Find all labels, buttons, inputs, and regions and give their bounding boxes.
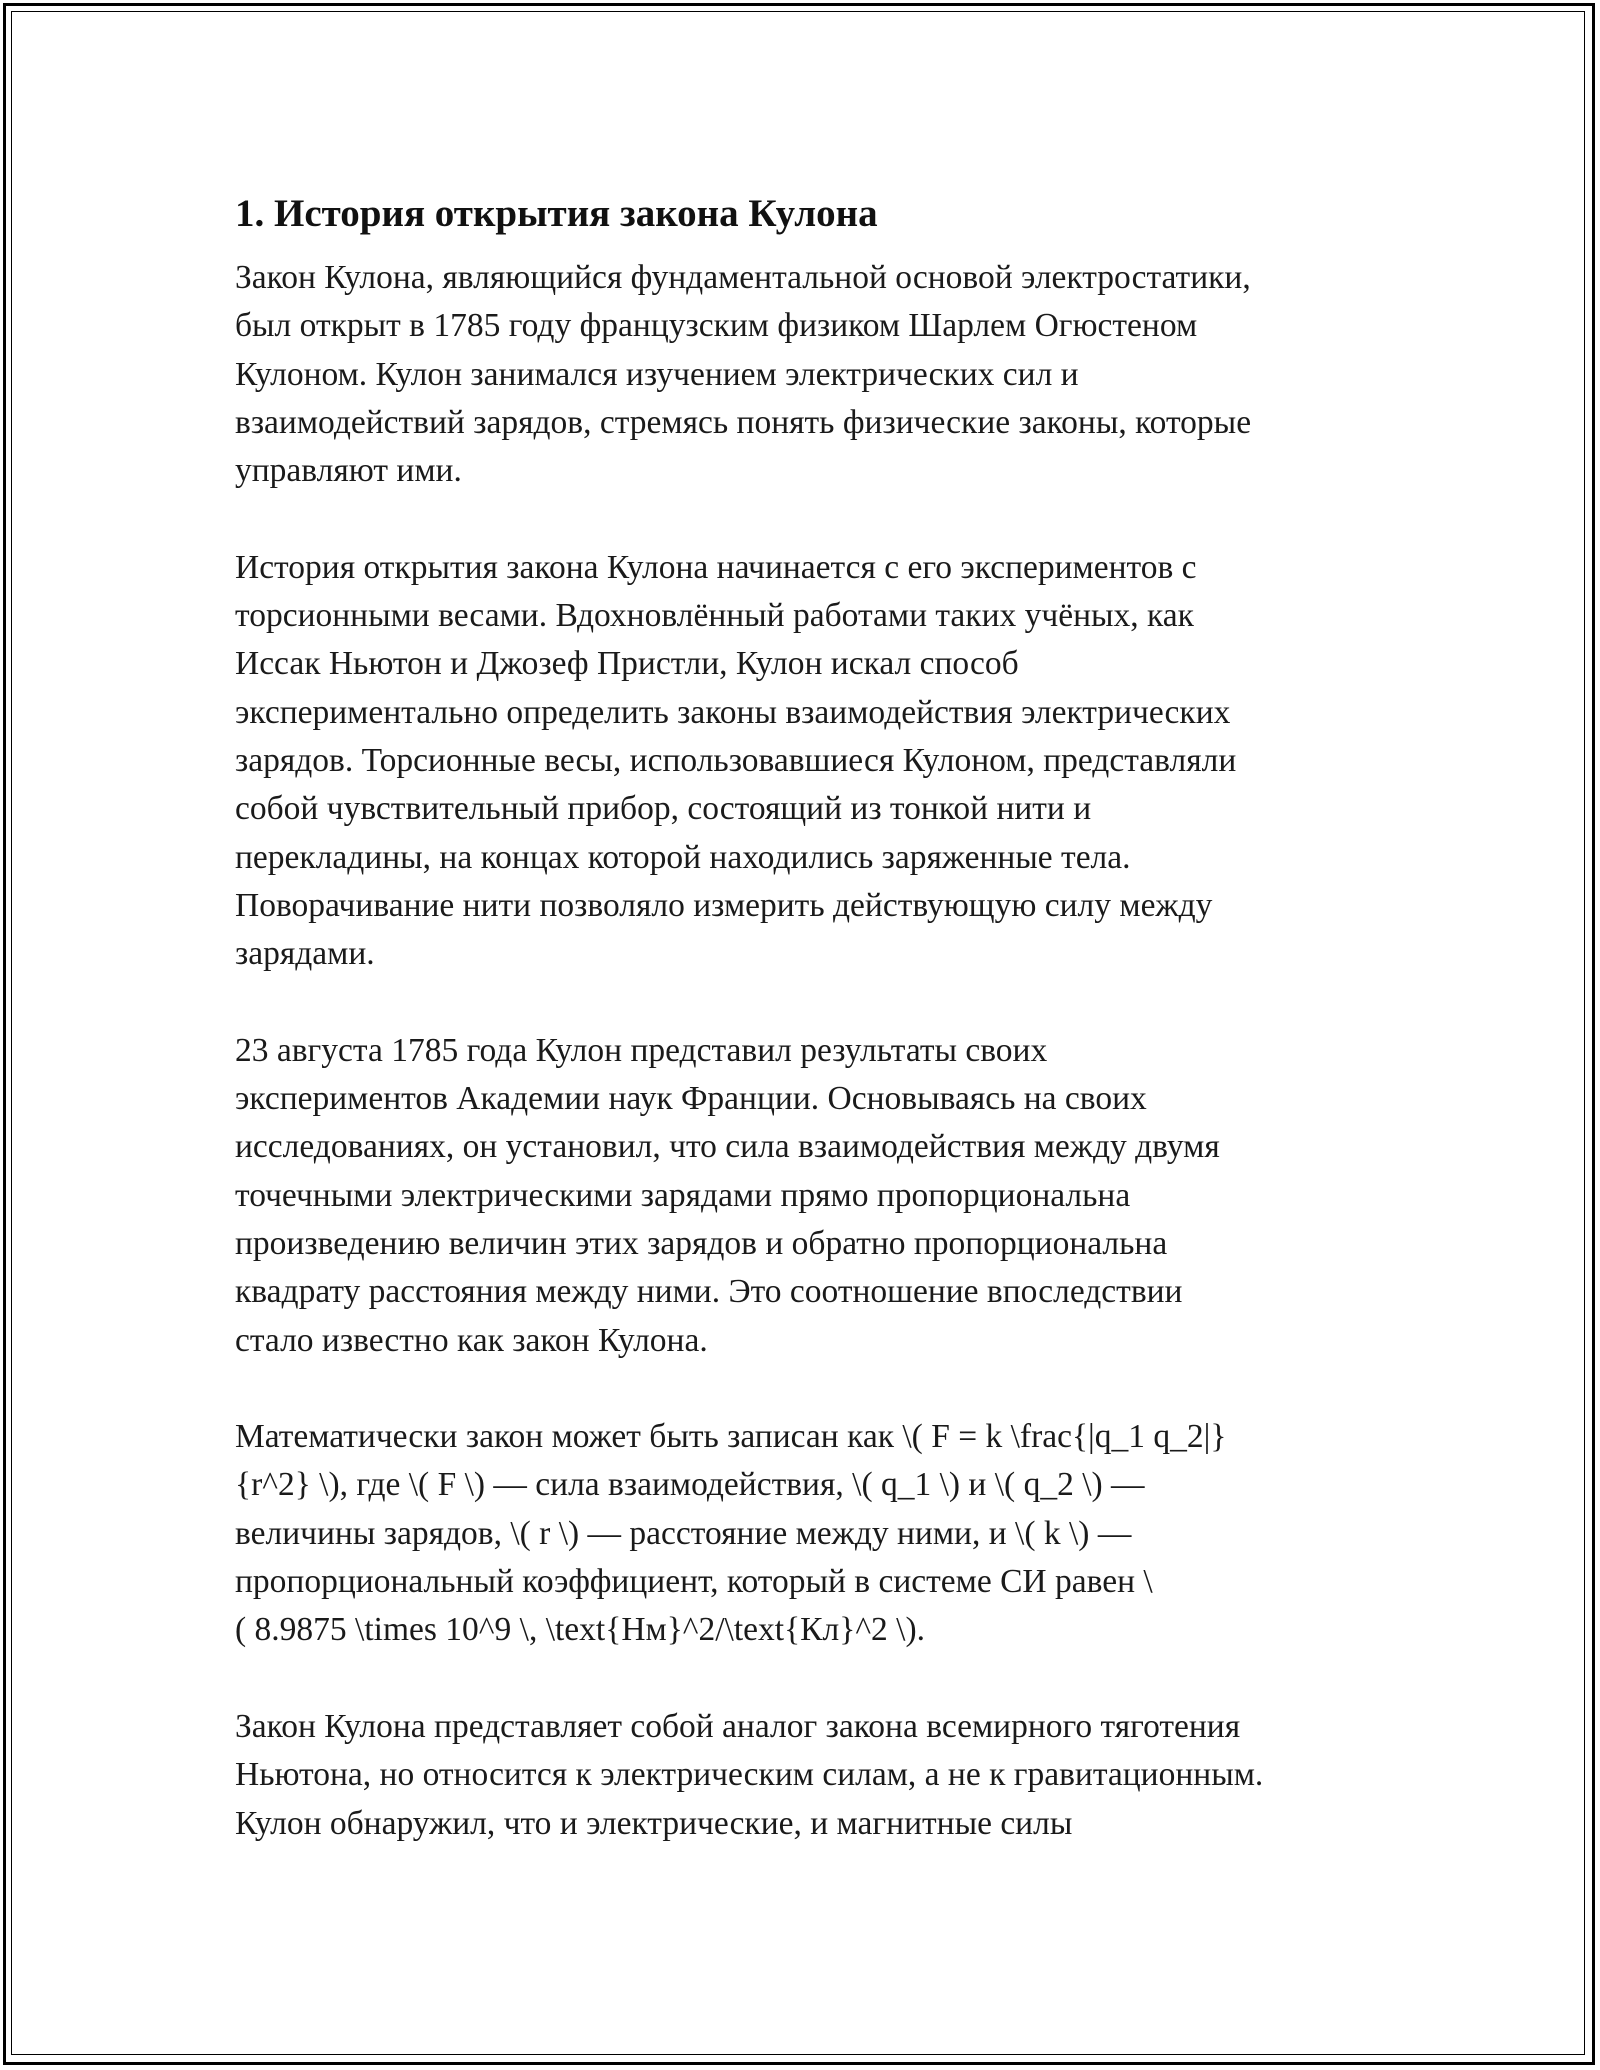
paragraph-gravity-analogy xyxy=(235,1703,1375,1848)
paragraph-academy-presentation xyxy=(235,1027,1375,1365)
section-heading: 1. История открытия закона Кулона xyxy=(235,192,878,235)
paragraph-intro xyxy=(235,254,1375,495)
text-line: квадрату расстояния между ними. Это соотношение впоследствии xyxy=(235,1273,1183,1311)
text-line: управляют ими. xyxy=(235,452,462,490)
paragraph-torsion-balance xyxy=(235,544,1375,979)
text-line: Кулоном. Кулон занимался изучением электрических сил и xyxy=(235,355,1079,393)
text-line: Закон Кулона представляет собой аналог закона всемирного тяготения xyxy=(235,1707,1241,1745)
text-line: исследованиях, он установил, что сила взаимодействия между двумя xyxy=(235,1128,1220,1166)
text-line: торсионными весами. Вдохновлённый работами таких учёных, как xyxy=(235,597,1194,635)
text-line: зарядов. Торсионные весы, использовавшиеся Кулоном, представляли xyxy=(235,741,1237,779)
text-line: Кулон обнаружил, что и электрические, и магнитные силы xyxy=(235,1804,1073,1842)
text-line: Иссак Ньютон и Джозеф Пристли, Кулон искал способ xyxy=(235,645,1019,683)
text-line: экспериментов Академии наук Франции. Основываясь на своих xyxy=(235,1080,1147,1118)
text-line: перекладины, на концах которой находились заряженные тела. xyxy=(235,838,1131,876)
text-line: Ньютона, но относится к электрическим силам, а не к гравитационным. xyxy=(235,1756,1264,1794)
text-line: Математически закон может быть записан как \( F = k \frac{|q_1 q_2|} xyxy=(235,1418,1227,1456)
text-line: Поворачивание нити позволяло измерить действующую силу между xyxy=(235,886,1213,924)
text-line: Закон Кулона, являющийся фундаментальной основой электростатики, xyxy=(235,259,1251,296)
text-line: собой чувствительный прибор, состоящий из тонкой нити и xyxy=(235,790,1092,828)
text-line: стало известно как закон Кулона. xyxy=(235,1321,708,1359)
text-line: произведению величин этих зарядов и обратно пропорциональна xyxy=(235,1224,1168,1262)
document-page xyxy=(235,186,1375,1896)
text-line: {r^2} \), где \( F \) — сила взаимодействия, \( q_1 \) и \( q_2 \) — xyxy=(235,1466,1145,1504)
text-line: точечными электрическими зарядами прямо пропорциональна xyxy=(235,1176,1131,1214)
text-line: пропорциональный коэффициент, который в системе СИ равен \ xyxy=(235,1563,1153,1601)
text-line: был открыт в 1785 году французским физиком Шарлем Огюстеном xyxy=(235,307,1198,345)
text-line: ( 8.9875 \times 10^9 \, \text{Нм}^2/\text{Кл}^2 \). xyxy=(235,1611,926,1649)
text-line: зарядами. xyxy=(235,935,375,973)
text-line: 23 августа 1785 года Кулон представил результаты своих xyxy=(235,1031,1048,1069)
text-line: величины зарядов, \( r \) — расстояние между ними, и \( k \) — xyxy=(235,1514,1132,1552)
text-line: взаимодействий зарядов, стремясь понять физические законы, которые xyxy=(235,403,1252,441)
paragraph-formula xyxy=(235,1413,1375,1654)
text-line: экспериментально определить законы взаимодействия электрических xyxy=(235,693,1231,731)
text-line: История открытия закона Кулона начинается с его экспериментов с xyxy=(235,548,1197,586)
